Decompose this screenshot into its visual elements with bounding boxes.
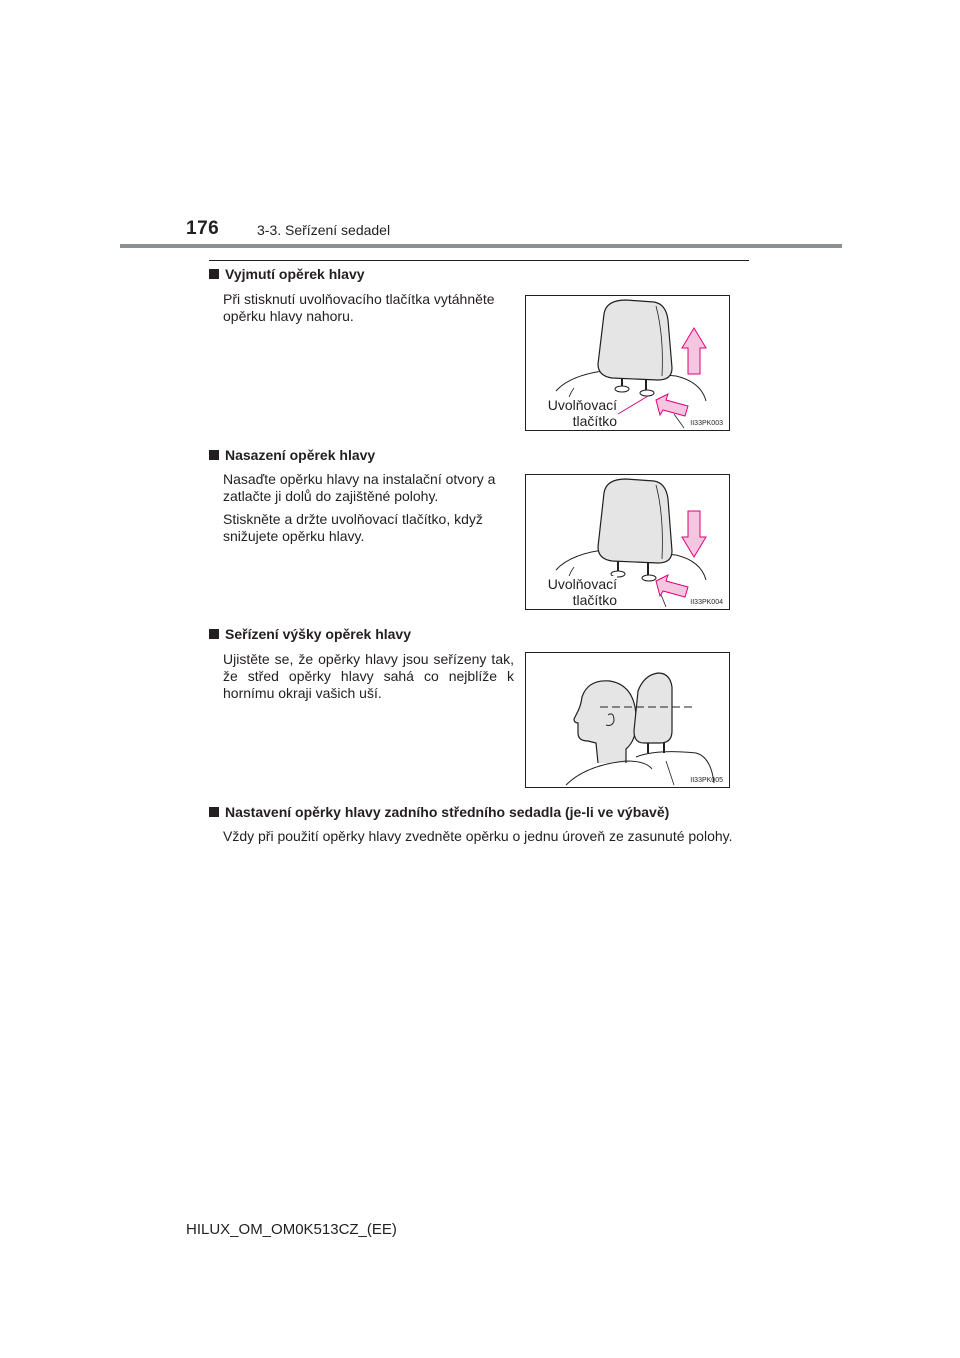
heading-adjust-height [209,626,411,642]
label-line-2: tlačítko [572,413,617,429]
figure-code: II33PK003 [690,420,723,427]
heading-rear-center-headrest [209,804,669,820]
heading-text: Nastavení opěrky hlavy zadního středního sedadla (je-li ve výbavě) [225,804,670,820]
heading-install-headrest [209,447,375,463]
paragraph: Vždy při použití opěrky hlavy zvedněte opěrku o jednu úroveň ze zasunuté polohy. [223,828,733,844]
figure-remove-headrest [525,295,730,431]
heading-text: Vyjmutí opěrek hlavy [225,266,365,282]
label-line-1: Uvolňovací [547,576,617,592]
bullet-square-icon [209,629,219,639]
head-and-headrest-illustration [526,653,730,788]
release-button-label [548,576,617,608]
figure-adjust-height [525,652,730,788]
heading-text: Nasazení opěrek hlavy [225,447,376,463]
paragraph: Při stisknutí uvolňovacího tlačítka vytáhněte opěrku hlavy nahoru. [223,291,495,324]
label-line-2: tlačítko [572,592,617,608]
release-button-label [548,397,617,429]
bullet-square-icon [209,807,219,817]
heading-remove-headrest [209,266,365,282]
figure-code: II33PK004 [690,599,723,606]
label-line-1: Uvolňovací [547,397,617,413]
section-rule [209,260,749,261]
heading-text: Seřízení výšky opěrek hlavy [225,626,411,642]
page-number: 176 [186,218,220,239]
paragraph: Ujistěte se, že opěrky hlavy jsou seřízeny tak, že střed opěrky hlavy sahá co nejblíže k hornímu okraji vašich uší. [223,651,514,701]
figure-code: II33PK005 [690,777,723,784]
document-code: HILUX_OM_OM0K513CZ_(EE) [186,1221,397,1238]
bullet-square-icon [209,450,219,460]
header-rule [120,244,842,248]
figure-install-headrest [525,474,730,610]
bullet-square-icon [209,269,219,279]
paragraph: Nasaďte opěrku hlavy na instalační otvory a zatlačte ji dolů do zajištěné polohy. [223,471,496,504]
paragraph: Stiskněte a držte uvolňovací tlačítko, když snižujete opěrku hlavy. [223,511,483,544]
chapter-title: 3-3. Seřízení sedadel [257,222,391,238]
